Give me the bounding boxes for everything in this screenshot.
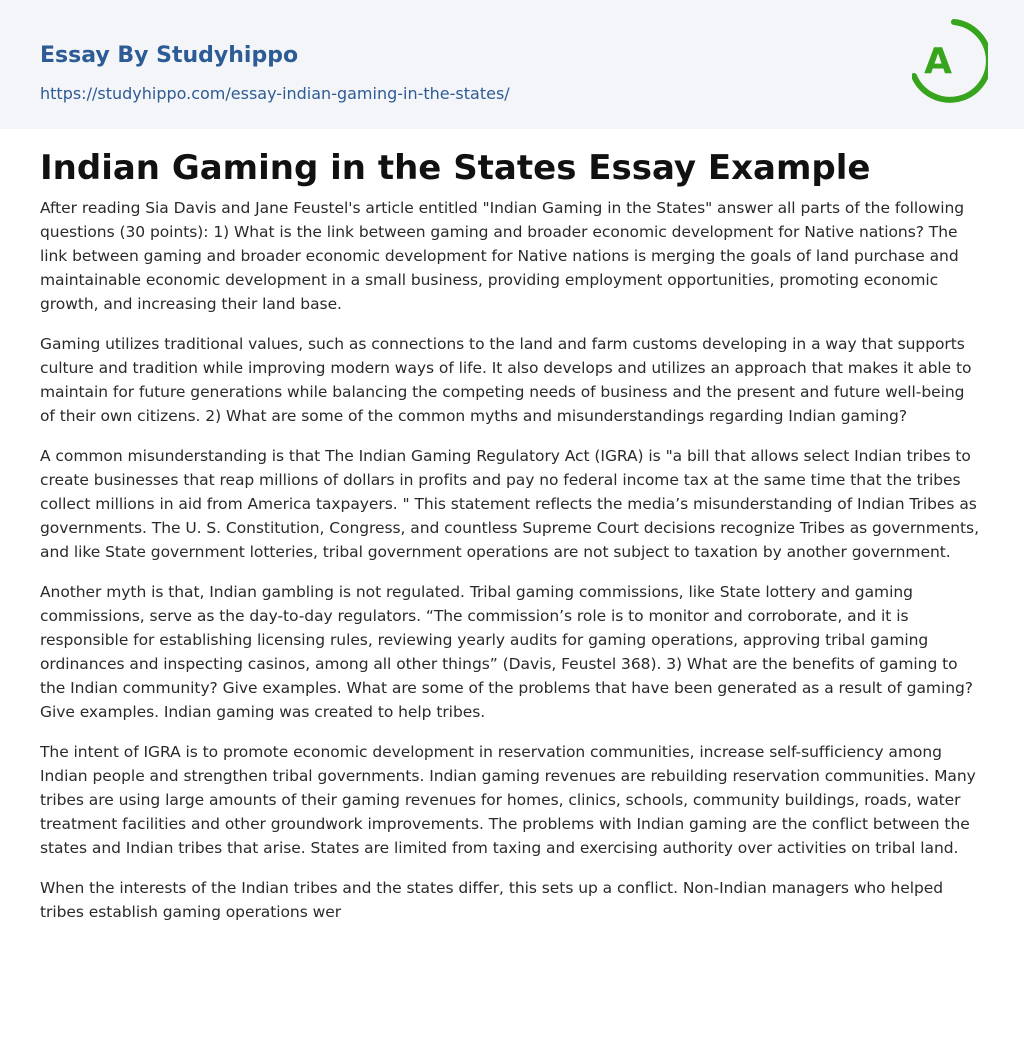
essay-paragraph: After reading Sia Davis and Jane Feustel's article entitled "Indian Gaming in the States" answer all parts of the following questions (30 points): 1) What is the link between gaming and broader economic development for Native nations? The link between gaming and broader economic development for Native nations is merging the goals of land purchase and maintainable economic development in a small business, providing employment opportunities, promoting economic growth, and increasing their land base. [40,199,965,313]
essay-content [40,146,984,940]
studyhippo-logo-icon[interactable] [912,18,988,106]
essay-paragraph: When the interests of the Indian tribes and the states differ, this sets up a conflict. Non-Indian managers who helped tribes establish gaming operations wer [40,879,944,921]
logo-letter: A [924,41,952,82]
essay-title: Indian Gaming in the States Essay Example [40,148,871,188]
brand-title[interactable]: Essay By Studyhippo [40,43,299,68]
essay-paragraph: Another myth is that, Indian gambling is not regulated. Tribal gaming commissions, like State lottery and gaming commissions, serve as the day-to-day regulators. “The commission’s role is to monitor and corroborate, and it is responsible for establishing licensing rules, reviewing yearly audits for gaming operations, approving tribal gaming ordinances and inspecting casinos, among all other things” (Davis, Feustel 368). 3) What are the benefits of gaming to the Indian community? Give examples. What are some of the problems that have been generated as a result of gaming? Give examples. Indian gaming was created to help tribes. [40,583,973,721]
essay-paragraph: Gaming utilizes traditional values, such as connections to the land and farm customs developing in a way that supports culture and tradition while improving modern ways of life. It also develops and utilizes an approach that makes it able to maintain for future generations while balancing the competing needs of business and the present and future well-being of their own citizens. 2) What are some of the common myths and misunderstandings regarding Indian gaming? [40,335,972,425]
site-header [0,0,1024,129]
essay-paragraph: A common misunderstanding is that The Indian Gaming Regulatory Act (IGRA) is "a bill that allows select Indian tribes to create businesses that reap millions of dollars in profits and pay no federal income tax at the same time that the tribes collect millions in aid from America taxpayers. " This statement reflects the media’s misunderstanding of Indian Tribes as governments. The U. S. Constitution, Congress, and countless Supreme Court decisions recognize Tribes as governments, and like State government lotteries, tribal government operations are not subject to taxation by another government. [40,447,979,561]
essay-paragraph: The intent of IGRA is to promote economic development in reservation communities, increase self-sufficiency among Indian people and strengthen tribal governments. Indian gaming revenues are rebuilding reservation communities. Many tribes are using large amounts of their gaming revenues for homes, clinics, schools, community buildings, roads, water treatment facilities and other groundwork improvements. The problems with Indian gaming are the conflict between the states and Indian tribes that arise. States are limited from taxing and exercising authority over activities on tribal land. [40,743,976,857]
page-url-link[interactable]: https://studyhippo.com/essay-indian-gaming-in-the-states/ [40,84,510,103]
